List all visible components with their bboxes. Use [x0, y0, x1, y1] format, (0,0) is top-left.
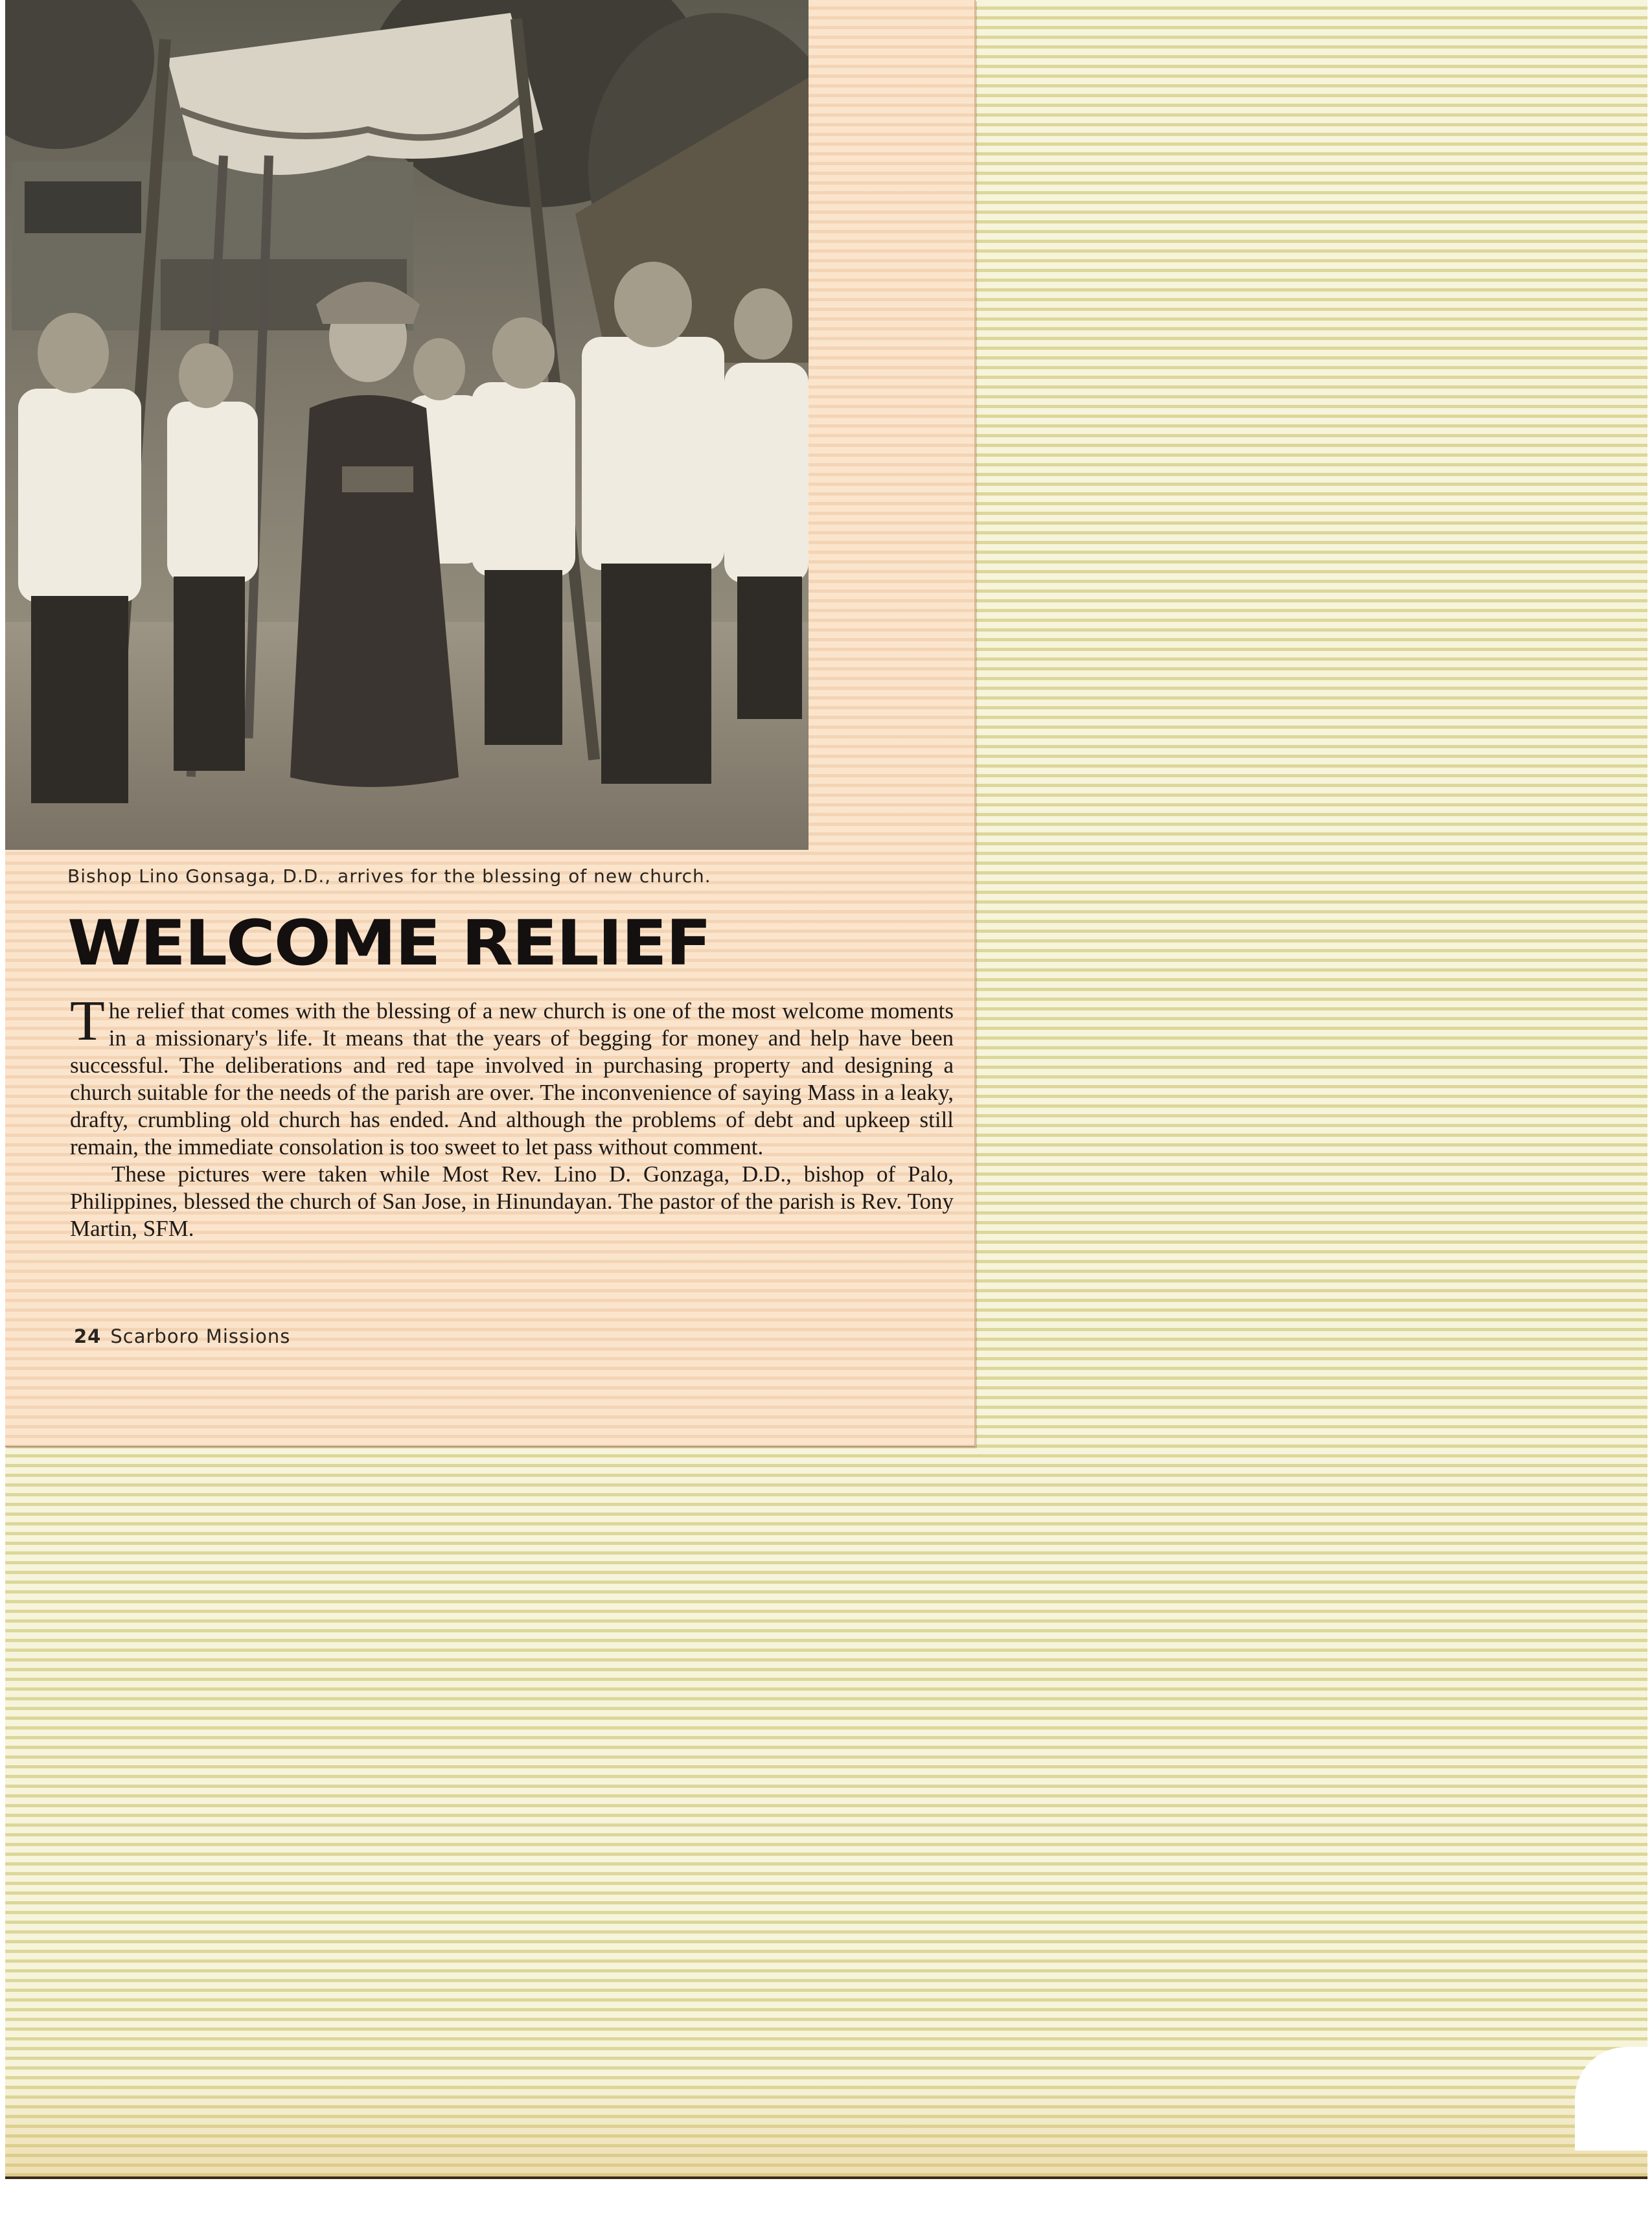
page-folio — [74, 1325, 290, 1347]
paper-edge-stain — [5, 2073, 1647, 2176]
article-body — [70, 990, 954, 1242]
photo-caption: Bishop Lino Gonsaga, D.D., arrives for the blessing of new church. — [67, 865, 711, 887]
page-corner-notch — [1575, 2047, 1652, 2151]
article-headline: WELCOME RELIEF — [67, 907, 711, 979]
magazine-clipping — [5, 0, 976, 1447]
article-paragraph-1 — [70, 990, 954, 1161]
procession-photo-drawing — [5, 0, 809, 850]
article-paragraph-2: These pictures were taken while Most Rev. Lino D. Gonzaga, D.D., bishop of Palo, Philippines, blessed the church of San Jose, in Hinundayan. The pastor of the parish is Rev. Tony Martin, SFM. — [70, 1161, 954, 1241]
publication-name: Scarboro Missions — [110, 1325, 291, 1347]
drop-cap: T — [70, 990, 105, 1053]
article-paragraph-1-text: he relief that comes with the blessing of a new church is one of the most welcome moments in a missionary's life. It means that the years of begging for money and help have been successful. The deliberations and red tape involved in purchasing property and designing a church suitable for the needs of the parish are over. The inconvenience of saying Mass in a leaky, drafty, crumbling old church has ended. And although the problems of debt and upkeep still remain, the immediate consolation is too sweet to let pass without comment. — [70, 998, 954, 1159]
procession-photo — [5, 0, 809, 850]
page-number: 24 — [74, 1325, 102, 1347]
